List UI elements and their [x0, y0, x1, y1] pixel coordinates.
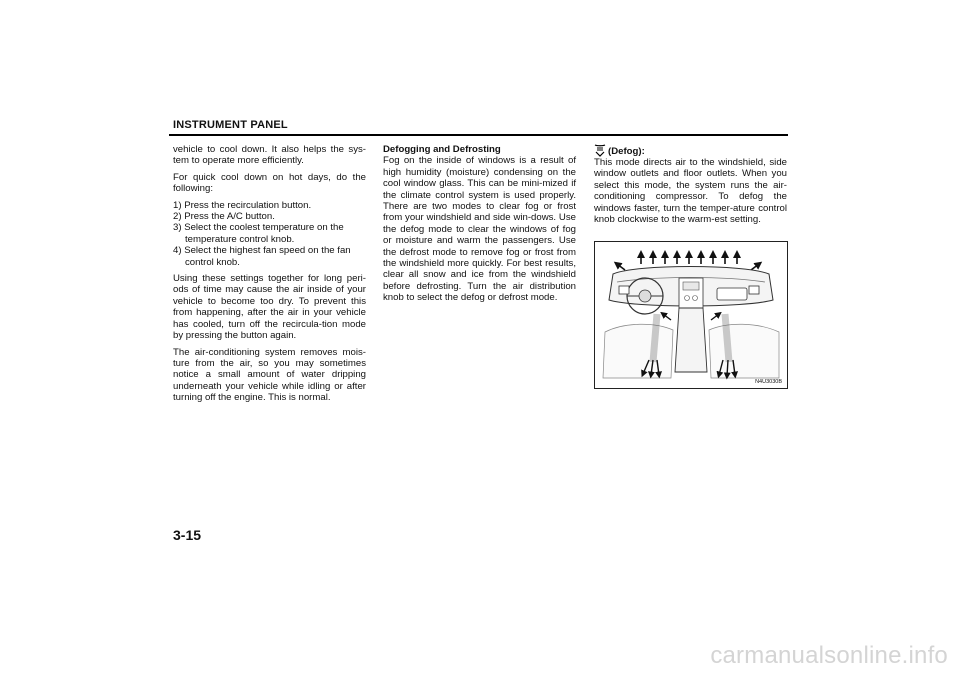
section-heading: Defogging and Defrosting	[383, 144, 501, 155]
section-title: INSTRUMENT PANEL	[173, 119, 288, 131]
column-3	[594, 144, 787, 230]
header-rule	[169, 134, 788, 136]
list-item: 1) Press the recirculation button.	[173, 199, 312, 211]
dashboard-illustration	[595, 242, 787, 388]
list-item: 4) Select the highest fan speed on the fan control knob.	[173, 245, 351, 268]
column-2	[383, 144, 576, 309]
paragraph: The air-conditioning system removes mois-ture from the air, so you may sometimes notice a small amount of water dripping underneath your vehicle while idling or after turning off the engine. This is normal.	[173, 346, 366, 404]
watermark: carmanualsonline.info	[710, 642, 948, 669]
list-item: 2) Press the A/C button.	[173, 211, 275, 223]
defog-airflow-figure	[594, 241, 788, 389]
list-item: 3) Select the coolest temperature on the temperature control knob.	[173, 222, 344, 245]
defog-heading-text: (Defog):	[608, 145, 645, 157]
paragraph: For quick cool down on hot days, do the following:	[173, 171, 366, 195]
paragraph: This mode directs air to the windshield, side window outlets and floor outlets. When you select this mode, the system runs the air-conditioning compressor. To defog the windows faster, turn the temper-ature control knob clockwise to the warm-est setting.	[594, 157, 787, 226]
defog-heading	[594, 144, 787, 157]
figure-code: N4U3030B	[755, 379, 782, 385]
paragraph: vehicle to cool down. It also helps the sys-tem to operate more efficiently.	[173, 144, 366, 167]
defog-mode-icon	[594, 144, 606, 157]
column-1	[173, 144, 366, 409]
paragraph: Using these settings together for long peri-ods of time may cause the air inside of your vehicle to become too dry. To prevent this from happening, after the air in your vehicle has cooled, turn off the recircula-tion mode by pressing the button again.	[173, 273, 366, 342]
steps-list	[173, 200, 366, 268]
paragraph: Fog on the inside of windows is a result of high humidity (moisture) condensing on the cool window glass. This can be mini-mized if the climate control system is used properly. There are two modes to clear fog or frost from your windshield and side win-dows. Use the defog mode to clear the windows of fog or moisture and warm the passengers. Use the defrost mode to remove fog or frost from the windshield more quickly. For best results, clear all snow and ice from the windshield before defrosting. Turn the air distribution knob to select the defog or defrost mode.	[383, 155, 576, 304]
page-number: 3-15	[173, 527, 202, 543]
